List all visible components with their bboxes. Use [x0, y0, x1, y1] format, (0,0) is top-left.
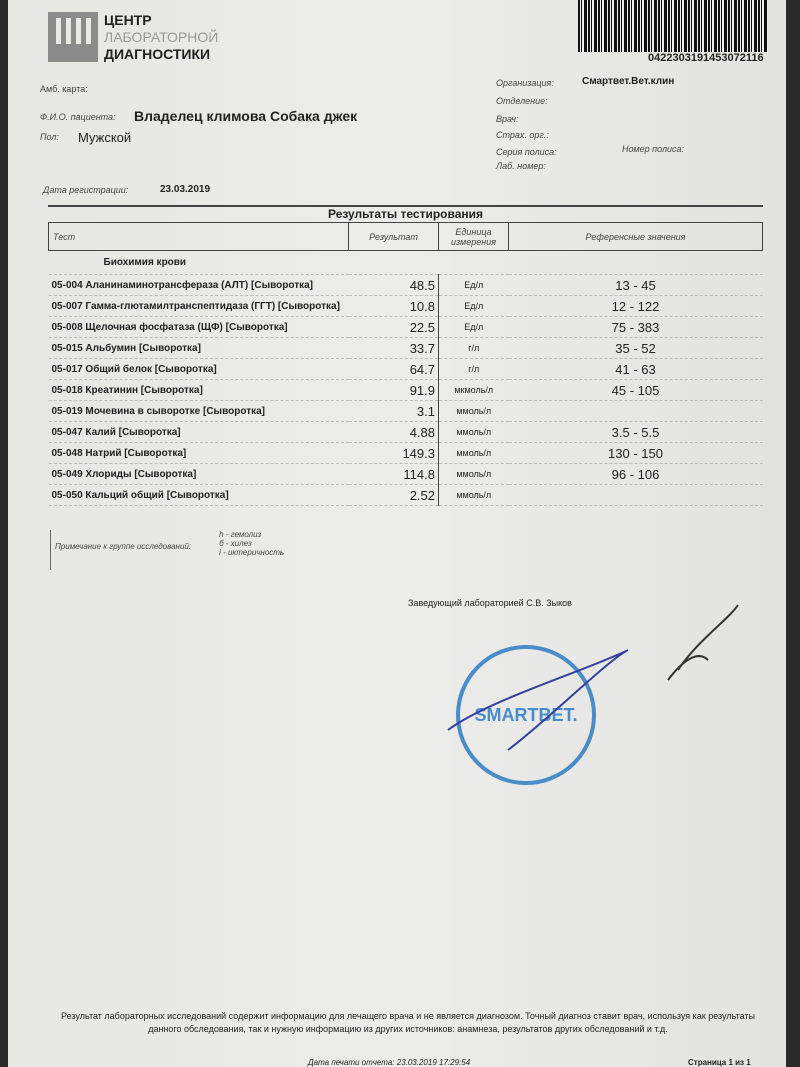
page-number: Страница 1 из 1: [688, 1058, 751, 1067]
reference-range: 45 - 105: [509, 380, 763, 401]
results-table: [48, 222, 763, 506]
lab-report-page: [8, 0, 786, 1067]
test-name: 05-018 Креатинин [Сыворотка]: [49, 380, 349, 401]
lab-head: Заведующий лабораторией С.В. Зыков: [408, 598, 572, 608]
stamp-text: SMARTBET.: [474, 704, 578, 725]
result-value: 48.5: [349, 275, 439, 296]
disclaimer: Результат лабораторных исследований содержит информацию для лечащего врача и не является диагнозом. Точный диагноз ставит врач, используя как результаты данного обследования, так и нужную информацию из других источников: анамнеза, результатов других обследований и т.д.: [60, 1011, 755, 1034]
reference-range: 3.5 - 5.5: [509, 422, 763, 443]
result-value: 114.8: [349, 464, 439, 485]
test-name: 05-019 Мочевина в сыворотке [Сыворотка]: [49, 401, 349, 422]
table-row: [49, 317, 763, 338]
unit: мкмоль/л: [439, 380, 509, 401]
unit: ммоль/л: [439, 422, 509, 443]
table-row: [49, 464, 763, 485]
reg-date-label: Дата регистрации:: [43, 185, 129, 195]
test-name: 05-050 Кальций общий [Сыворотка]: [49, 485, 349, 506]
table-row: [49, 443, 763, 464]
group-title: Биохимия крови: [49, 251, 763, 275]
sex-label: Пол:: [40, 132, 59, 142]
test-name: 05-004 Аланинаминотрансфераза (АЛТ) [Сыворотка]: [49, 275, 349, 296]
table-row: [49, 338, 763, 359]
result-value: 4.88: [349, 422, 439, 443]
reference-range: 130 - 150: [509, 443, 763, 464]
reference-range: 96 - 106: [509, 464, 763, 485]
table-row: [49, 422, 763, 443]
note-label: Примечание к группе исследований:: [55, 542, 192, 551]
org-value: Смартвет.Вет.клин: [582, 76, 675, 87]
reference-range: 75 - 383: [509, 317, 763, 338]
policy-number-label: Номер полиса:: [622, 144, 685, 154]
test-name: 05-049 Хлориды [Сыворотка]: [49, 464, 349, 485]
policy-series-label: Серия полиса:: [496, 147, 557, 157]
test-name: 05-017 Общий белок [Сыворотка]: [49, 359, 349, 380]
reference-range: [509, 401, 763, 422]
unit: Ед/л: [439, 317, 509, 338]
result-value: 2.52: [349, 485, 439, 506]
logo-line: ДИАГНОСТИКИ: [104, 46, 211, 62]
reference-range: [509, 485, 763, 506]
table-row: [49, 485, 763, 506]
dept-label: Отделение:: [496, 96, 548, 106]
test-name: 05-047 Калий [Сыворотка]: [49, 422, 349, 443]
lab-logo: [48, 12, 218, 63]
insurer-label: Страх. орг.:: [496, 130, 549, 140]
header-ref: Референсные значения: [509, 223, 763, 251]
test-name: 05-048 Натрий [Сыворотка]: [49, 443, 349, 464]
header-unit: Единица измерения: [439, 223, 509, 251]
logo-icon: [48, 12, 98, 62]
unit: г/л: [439, 338, 509, 359]
result-value: 33.7: [349, 338, 439, 359]
patient-name: Владелец климова Собака джек: [134, 108, 358, 124]
unit: ммоль/л: [439, 485, 509, 506]
reference-range: 35 - 52: [509, 338, 763, 359]
reference-range: 13 - 45: [509, 275, 763, 296]
test-name: 05-015 Альбумин [Сыворотка]: [49, 338, 349, 359]
result-value: 64.7: [349, 359, 439, 380]
group-note: [50, 530, 284, 570]
reference-range: 41 - 63: [509, 359, 763, 380]
table-row: [49, 296, 763, 317]
unit: Ед/л: [439, 296, 509, 317]
unit: ммоль/л: [439, 401, 509, 422]
table-row: [49, 275, 763, 296]
table-row: [49, 380, 763, 401]
note-item: i - иктеричность: [219, 548, 285, 557]
print-date: Дата печати отчета: 23.03.2019 17:29:54: [308, 1058, 471, 1067]
table-row: [49, 401, 763, 422]
logo-line: ЦЕНТР: [104, 12, 152, 28]
header-result: Результат: [349, 223, 439, 251]
amb-card-label: Амб. карта:: [40, 84, 88, 94]
reference-range: 12 - 122: [509, 296, 763, 317]
result-value: 91.9: [349, 380, 439, 401]
lab-number-label: Лаб. номер:: [496, 161, 546, 171]
test-name: 05-008 Щелочная фосфатаза (ЩФ) [Сыворотка]: [49, 317, 349, 338]
logo-line: ЛАБОРАТОРНОЙ: [104, 29, 219, 45]
test-name: 05-007 Гамма-глютамилтранспептидаза (ГГТ) [Сыворотка]: [49, 296, 349, 317]
result-value: 10.8: [349, 296, 439, 317]
org-label: Организация:: [496, 78, 554, 88]
barcode-number: 0422303191453072116: [648, 52, 764, 64]
barcode: [578, 0, 768, 52]
sex-value: Мужской: [78, 130, 132, 145]
doctor-label: Врач:: [496, 114, 519, 124]
note-item: б - хилез: [219, 539, 252, 548]
unit: ммоль/л: [439, 443, 509, 464]
note-item: h - гемолиз: [219, 530, 262, 539]
unit: ммоль/л: [439, 464, 509, 485]
header-test: Тест: [49, 223, 349, 251]
unit: г/л: [439, 359, 509, 380]
unit: Ед/л: [439, 275, 509, 296]
results-title: Результаты тестирования: [48, 205, 763, 221]
result-value: 149.3: [349, 443, 439, 464]
reg-date: 23.03.2019: [160, 184, 211, 195]
handwritten-signature: [428, 600, 758, 780]
patient-name-label: Ф.И.О. пациента:: [40, 112, 116, 122]
result-value: 3.1: [349, 401, 439, 422]
table-row: [49, 359, 763, 380]
result-value: 22.5: [349, 317, 439, 338]
